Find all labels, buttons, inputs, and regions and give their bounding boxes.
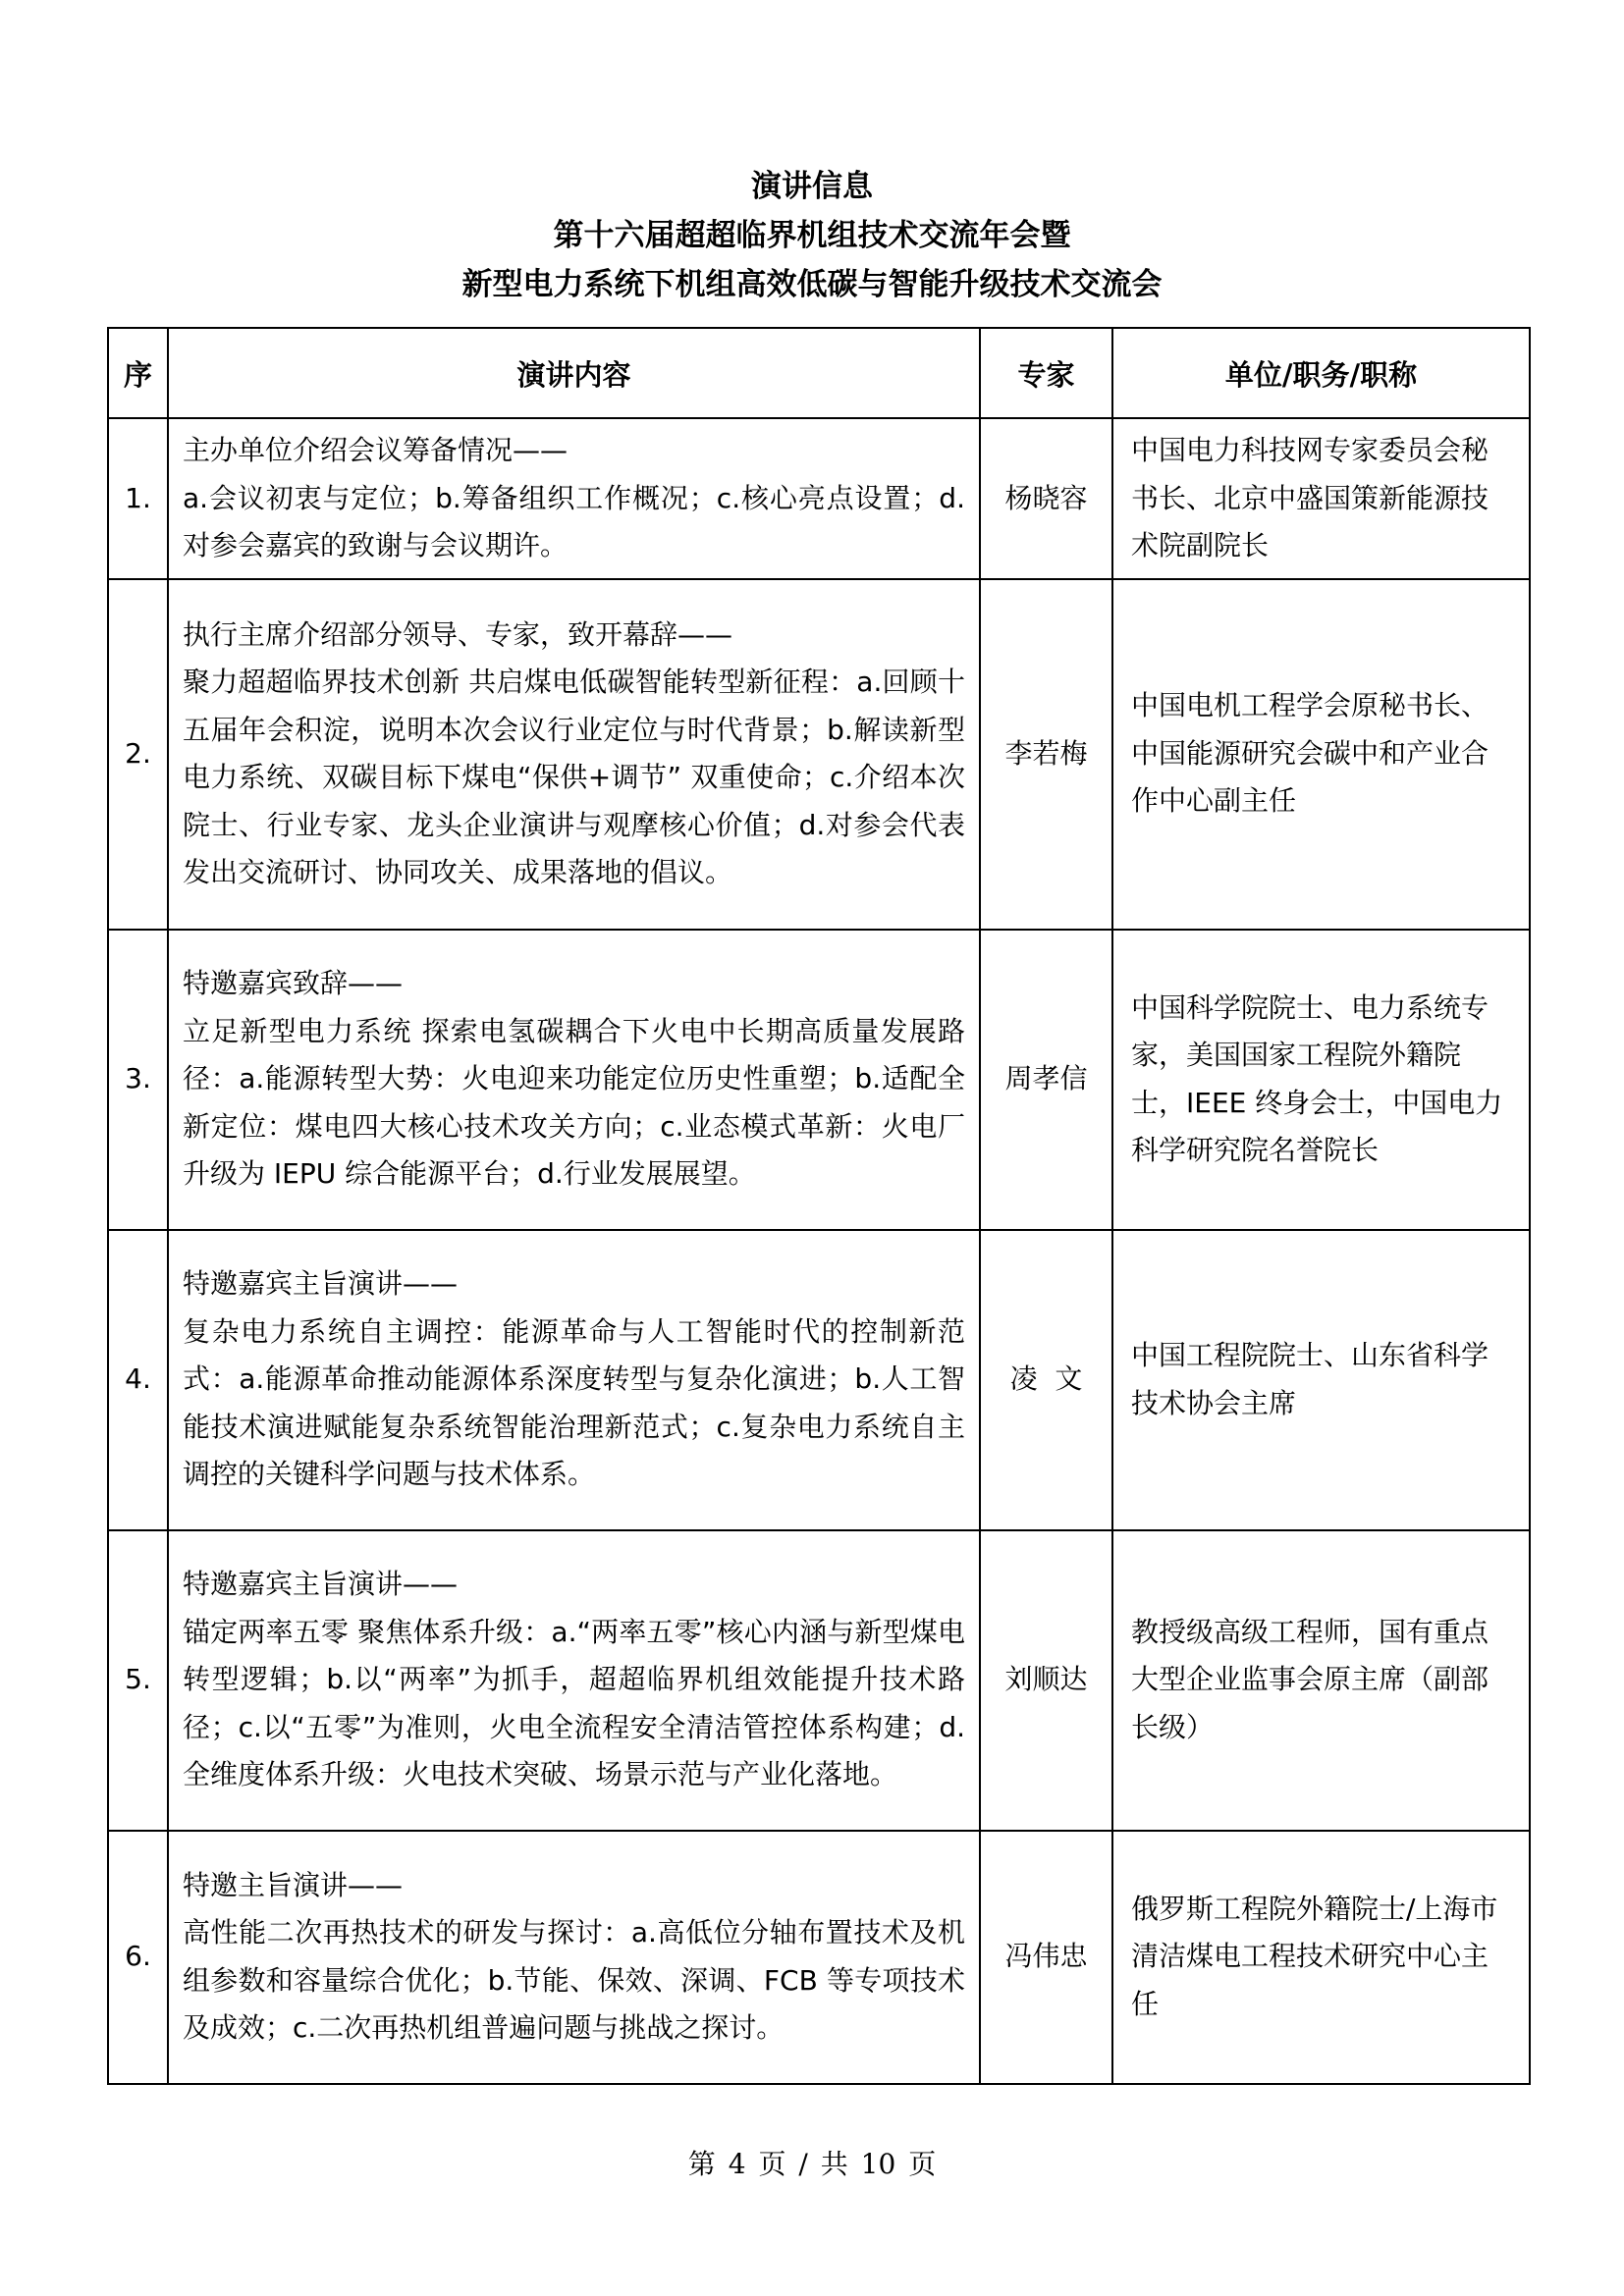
table-row [108,930,1530,1230]
table-row [108,1831,1530,2084]
row-org: 中国电力科技网专家委员会秘书长、北京中盛国策新能源技术院副院长 [1112,418,1530,579]
row-org: 俄罗斯工程院外籍院士/上海市清洁煤电工程技术研究中心主任 [1112,1831,1530,2084]
table-row [108,579,1530,930]
row-num: 4. [108,1230,168,1530]
footer-page-label: 页 [758,2148,786,2180]
row-num: 6. [108,1831,168,2084]
row-expert: 凌 文 [980,1230,1112,1530]
content-intro: 特邀主旨演讲—— [183,1868,404,1901]
row-content [168,579,980,930]
row-num: 1. [108,418,168,579]
row-content [168,1831,980,2084]
footer-page-number: 4 [728,2148,746,2180]
row-expert: 杨晓容 [980,418,1112,579]
row-content [168,930,980,1230]
table-row [108,1530,1530,1831]
content-detail: 复杂电力系统自主调控：能源革命与人工智能时代的控制新范式：a.能源革命推动能源体系深度转型与复杂化演进；b.人工智能技术演进赋能复杂系统智能治理新范式；c.复杂电力系统自主调控的关键科学问题与技术体系。 [183,1314,965,1491]
heading-line-3: 新型电力系统下机组高效低碳与智能升级技术交流会 [461,267,1163,302]
row-org: 教授级高级工程师，国有重点大型企业监事会原主席（副部长级） [1112,1530,1530,1831]
row-org: 中国工程院院士、山东省科学技术协会主席 [1112,1230,1530,1530]
row-num: 3. [108,930,168,1230]
table-row [108,418,1530,579]
row-content [168,1530,980,1831]
document-heading [0,162,1624,309]
page-footer [0,2143,1624,2182]
content-detail: a.会议初衷与定位；b.筹备组织工作概况；c.核心亮点设置；d.对参会嘉宾的致谢与会议期许。 [183,481,965,561]
header-content: 演讲内容 [168,328,980,418]
row-num: 2. [108,579,168,930]
heading-line-2: 第十六届超超临界机组技术交流年会暨 [553,218,1071,253]
content-intro: 主办单位介绍会议筹备情况—— [183,434,568,466]
content-detail: 高性能二次再热技术的研发与探讨：a.高低位分轴布置技术及机组参数和容量综合优化；b.节能、保效、深调、FCB 等专项技术及成效；c.二次再热机组普遍问题与挑战之探讨。 [183,1916,965,2044]
row-expert: 刘顺达 [980,1530,1112,1831]
content-detail: 锚定两率五零 聚焦体系升级：a.“两率五零”核心内涵与新型煤电转型逻辑；b.以“两率”为抓手，超超临界机组效能提升技术路径；c.以“五零”为准则，火电全流程安全清洁管控体系构建；d.全维度体系升级：火电技术突破、场景示范与产业化落地。 [183,1615,965,1791]
footer-total-pages: 10 [860,2148,896,2180]
row-org: 中国科学院院士、电力系统专家，美国国家工程院外籍院士，IEEE 终身会士，中国电力科学研究院名誉院长 [1112,930,1530,1230]
table-row [108,1230,1530,1530]
header-num: 序 [108,328,168,418]
row-content [168,418,980,579]
header-org: 单位/职务/职称 [1112,328,1530,418]
content-detail: 聚力超超临界技术创新 共启煤电低碳智能转型新征程：a.回顾十五届年会积淀，说明本次会议行业定位与时代背景；b.解读新型电力系统、双碳目标下煤电“保供+调节” 双重使命；c.介绍本次院士、行业专家、龙头企业演讲与观摩核心价值；d.对参会代表发出交流研讨、协同攻关、成果落地的倡议。 [183,666,965,888]
footer-total-suffix: 页 [908,2148,937,2180]
footer-page-prefix: 第 [687,2148,716,2180]
row-expert: 周孝信 [980,930,1112,1230]
row-num: 5. [108,1530,168,1831]
footer-separator: / [798,2148,808,2180]
row-expert: 冯伟忠 [980,1831,1112,2084]
header-expert: 专家 [980,328,1112,418]
row-content [168,1230,980,1530]
heading-line-1: 演讲信息 [751,169,873,204]
row-expert: 李若梅 [980,579,1112,930]
table-header-row [108,328,1530,418]
footer-total-prefix: 共 [820,2148,848,2180]
row-org: 中国电机工程学会原秘书长、中国能源研究会碳中和产业合作中心副主任 [1112,579,1530,930]
content-intro: 特邀嘉宾致辞—— [183,967,404,1000]
speech-table [107,327,1531,2085]
content-intro: 执行主席介绍部分领导、专家，致开幕辞—— [183,617,733,651]
content-intro: 特邀嘉宾主旨演讲—— [183,1267,459,1301]
content-intro: 特邀嘉宾主旨演讲—— [183,1568,459,1601]
content-detail: 立足新型电力系统 探索电氢碳耦合下火电中长期高质量发展路径：a.能源转型大势：火电迎来功能定位历史性重塑；b.适配全新定位：煤电四大核心技术攻关方向；c.业态模式革新：火电厂升级为 IEPU 综合能源平台；d.行业发展展望。 [183,1014,965,1191]
